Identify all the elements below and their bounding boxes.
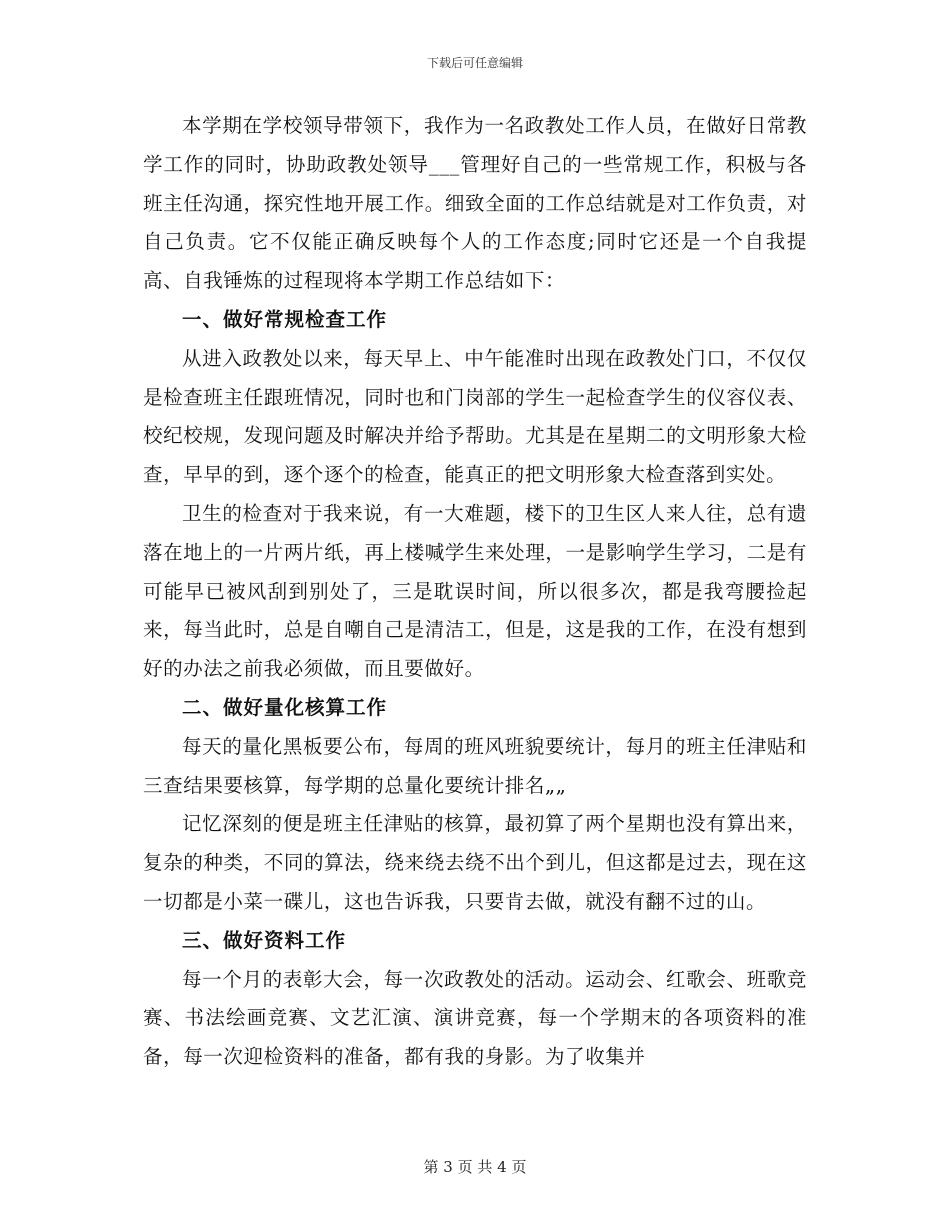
intro-paragraph: 本学期在学校领导带领下，我作为一名政教处工作人员，在做好日常教学工作的同时，协助政教处领导___管理好自己的一些常规工作，积极与各班主任沟通，探究性地开展工作。细致全面的工作总结就是对工作负责，对自己负责。它不仅能正确反映每个人的工作态度;同时它还是一个自我提高、自我锤炼的过程现将本学期工作总结如下： [143,114,807,293]
section-heading-2: 二、做好量化核算工作 [182,695,388,719]
section-3-paragraph-1: 每一个月的表彰大会，每一次政教处的活动。运动会、红歌会、班歌竞赛、书法绘画竞赛、文艺汇演、演讲竞赛，每一个学期末的各项资料的准备，每一次迎检资料的准备，都有我的身影。为了收集并 [143,967,807,1069]
section-1-paragraph-1: 从进入政教处以来，每天早上、中午能准时出现在政教处门口，不仅仅是检查班主任跟班情况，同时也和门岗部的学生一起检查学生的仪容仪表、校纪校规，发现问题及时解决并给予帮助。尤其是在星期二的文明形象大检查，早早的到，逐个逐个的检查，能真正的把文明形象大检查落到实处。 [143,346,807,487]
section-2-paragraph-1: 每天的量化黑板要公布，每周的班风班貌要统计，每月的班主任津贴和三查结果要核算，每学期的总量化要统计排名„„ [143,734,807,797]
section-1-paragraph-2: 卫生的检查对于我来说，有一大难题，楼下的卫生区人来人往，总有遗落在地上的一片两片纸，再上楼喊学生来处理，一是影响学生学习，二是有可能早已被风刮到别处了，三是耽误时间，所以很多次，都是我弯腰捡起来，每当此时，总是自嘲自己是清洁工，但是，这是我的工作，在没有想到好的办法之前我必须做，而且要做好。 [143,501,807,681]
section-heading-1: 一、做好常规检查工作 [182,307,388,331]
page-header: 下载后可任意编辑 [426,56,523,70]
section-heading-3: 三、做好资料工作 [182,928,347,952]
section-2-paragraph-2: 记忆深刻的便是班主任津贴的核算，最初算了两个星期也没有算出来，复杂的种类，不同的算法，绕来绕去绕不出个到儿，但这都是过去，现在这一切都是小菜一碟儿，这也告诉我，只要肯去做，就没有翻不过的山。 [143,812,807,913]
page-number: 第 3 页 共 4 页 [423,1158,527,1176]
document-body [143,107,807,1077]
